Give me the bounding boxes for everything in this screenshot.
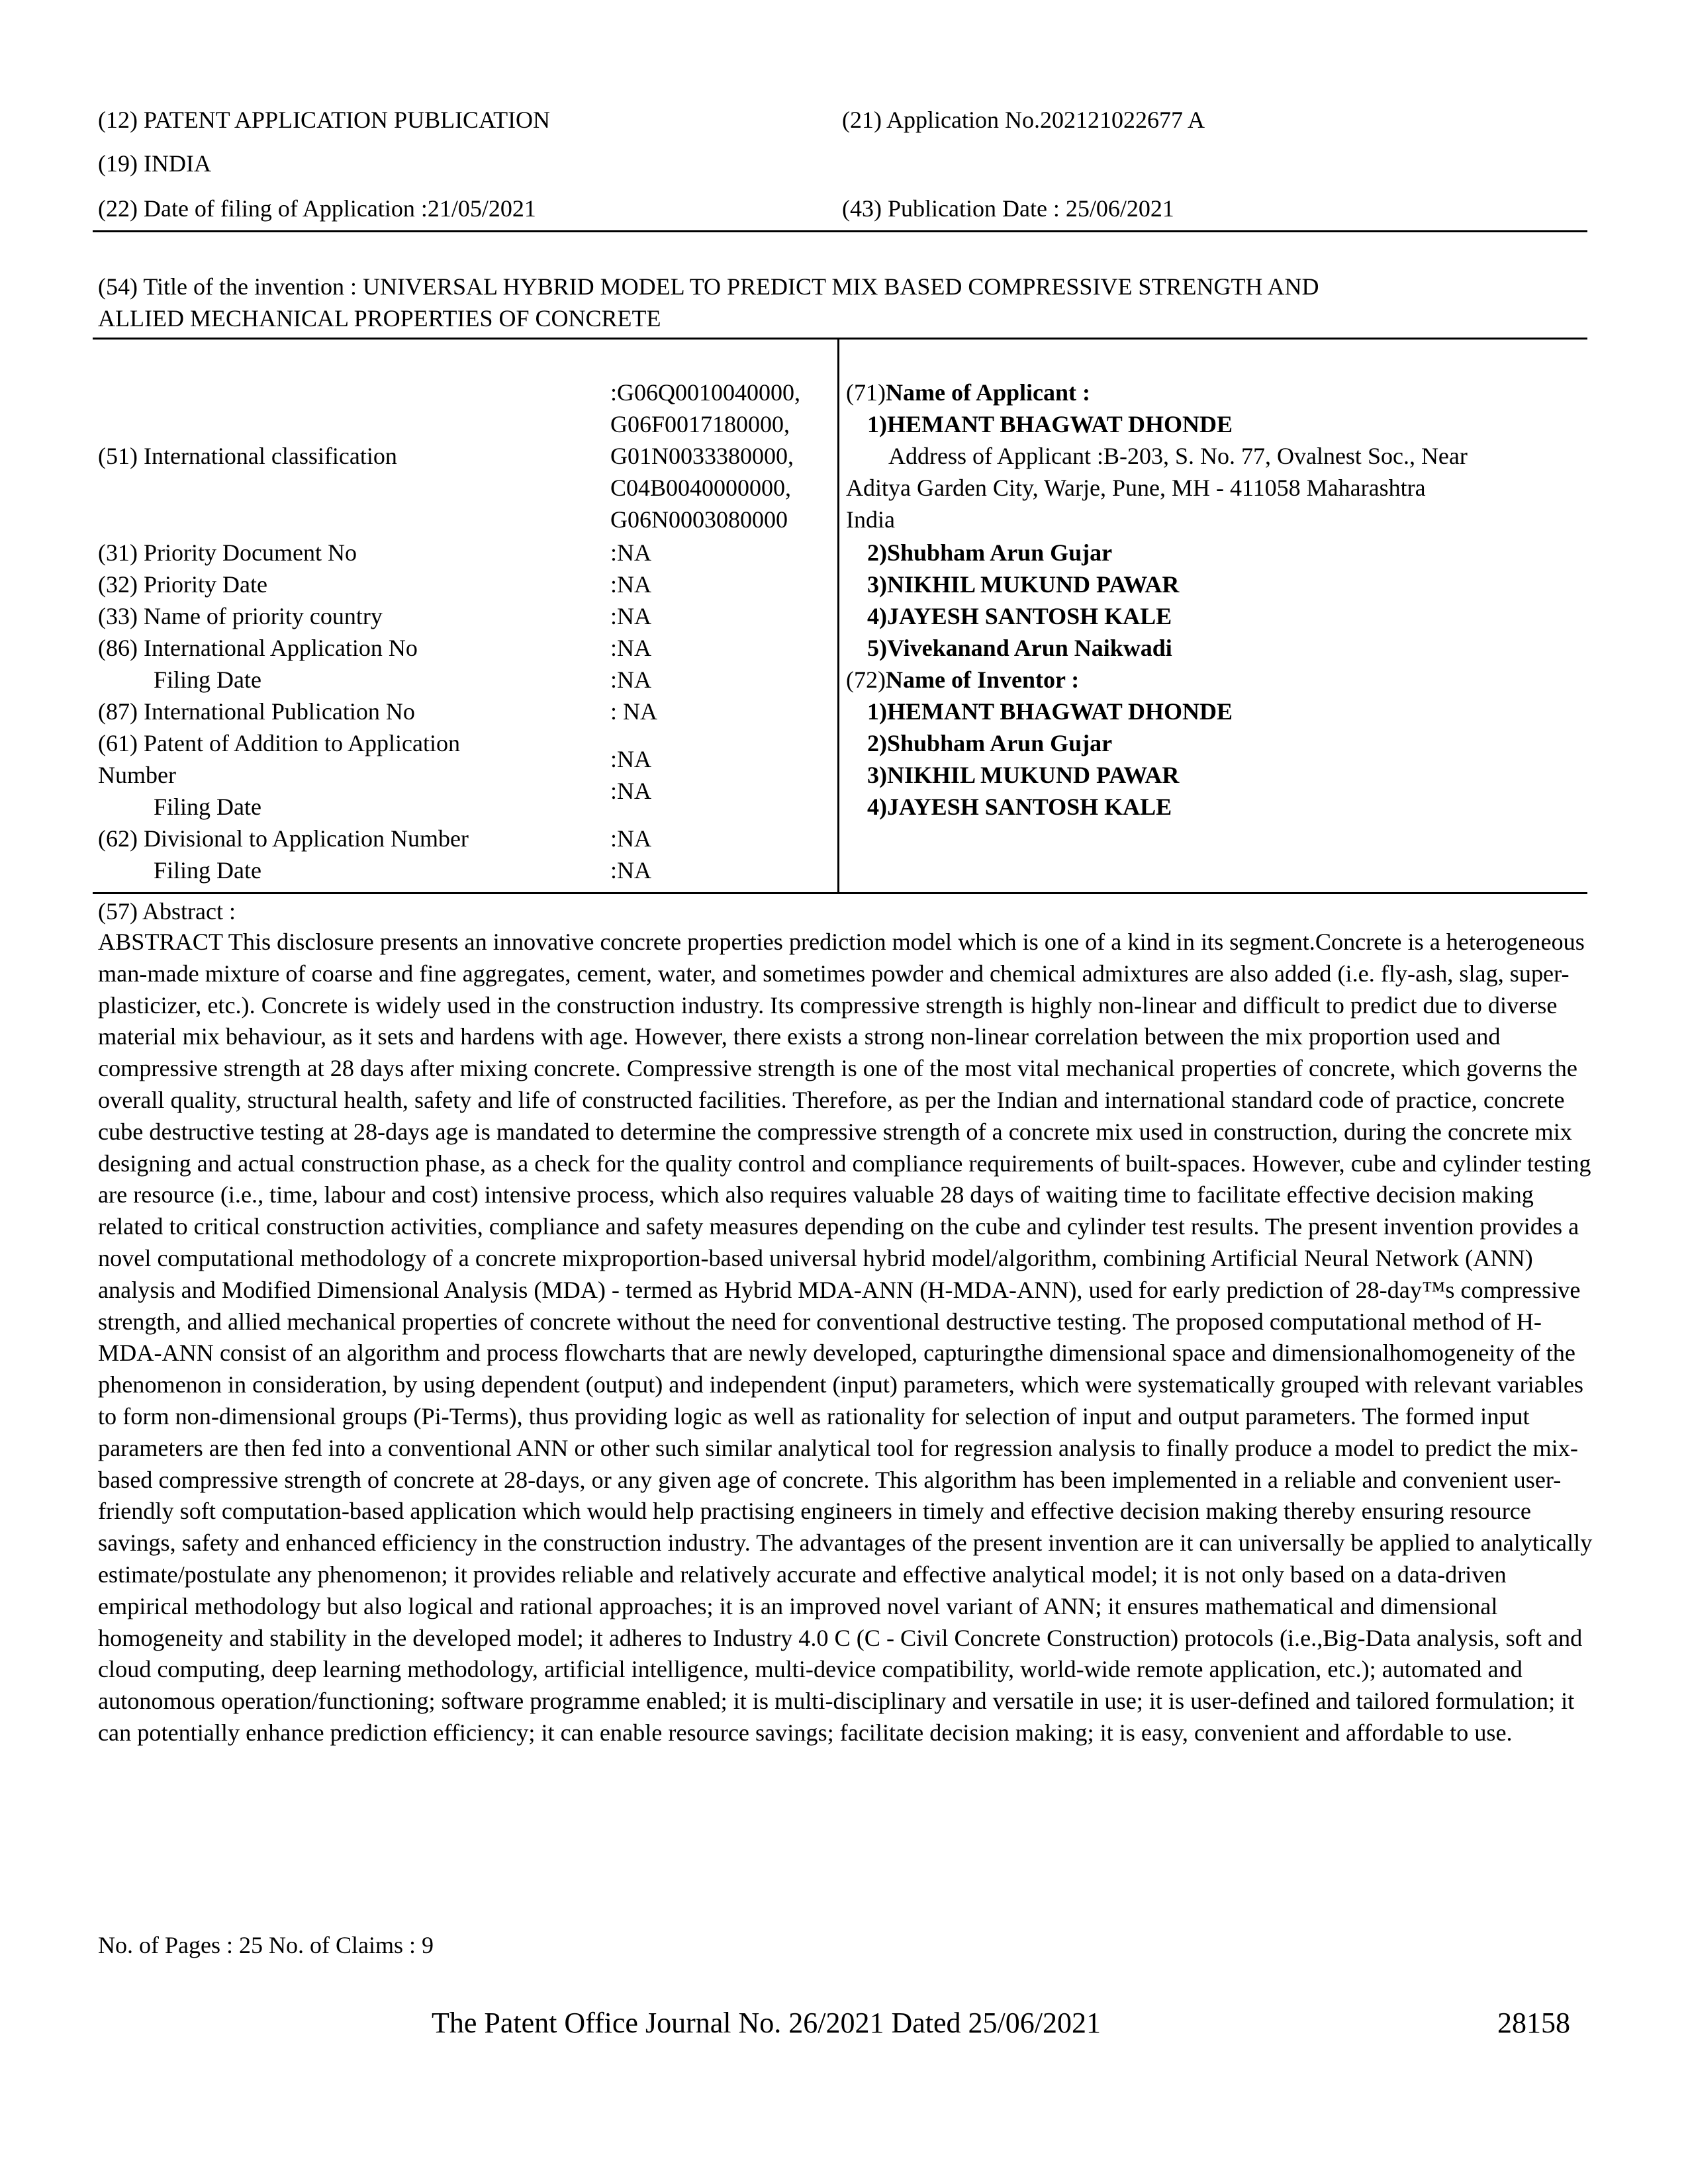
publication-type: (12) PATENT APPLICATION PUBLICATION (98, 107, 551, 133)
country: (19) INDIA (98, 150, 211, 177)
abstract-text: ABSTRACT This disclosure presents an innovative concrete properties prediction model which is one of a kind in its segment.Concrete is a heterogeneous man-made mixture of coarse and fine aggregates, cement, water, and sometimes powder and chemical admixtures are also added (i.e. fly-ash, slag, super-plasticizer, etc.). Concrete is widely used in the construction industry. Its compressive strength is highly non-linear and difficult to predict due to diverse material mix behaviour, as it sets and hardens with age. However, there exists a strong non-linear correlation between the mix proportion used and compressive strength at 28 days after mixing concrete. Compressive strength is one of the most vital mechanical properties of concrete, which governs the overall quality, structural health, safety and life of constructed facilities. Therefore, as per the Indian and international standard code of practice, concrete cube destructive testing at 28-days age is mandated to determine the compressive strength of a concrete mix used in construction, during the concrete mix designing and actual construction phase, as a check for the quality control and compliance requirements of built-spaces. However, cube and cylinder testing are resource (i.e., time, labour and cost) intensive process, which also requires valuable 28 days of waiting time to facilitate effective decision making related to critical construction activities, compliance and safety measures depending on the cube and cylinder test results. The present invention provides a novel computational methodology of a concrete mixproportion-based universal hybrid model/algorithm, combining Artificial Neural Network (ANN) analysis and Modified Dimensional Analysis (MDA) - termed as Hybrid MDA-ANN (H-MDA-ANN), used for early prediction of 28-day™s compressive strength, and allied mechanical properties of concrete without the need for conventional destructive testing. The proposed computational method of H-MDA-ANN consist of an algorithm and process flowcharts that are newly developed, capturingthe dimensional space and dimensionalhomogeneity of the phenomenon in consideration, by using dependent (output) and independent (input) parameters, which were systematically grouped with relevant variables to form non-dimensional groups (Pi-Terms), thus providing logic as well as rationality for selection of input and output parameters. The formed input parameters are then fed into a conventional ANN or other such similar analytical tool for regression analysis to finally produce a model to predict the mix-based compressive strength of concrete at 28-days, or any given age of concrete. This algorithm has been implemented in a reliable and convenient user-friendly soft computation-based application which would help practising engineers in timely and effective decision making thereby ensuring resource savings, safety and enhanced efficiency in the construction industry. The advantages of the present invention are it can universally be applied to analytically estimate/postulate any phenomenon; it provides reliable and relatively accurate and effective analytical model; it is not only based on a data-driven empirical methodology but also logical and rational approaches; it is an improved novel variant of ANN; it ensures mathematical and dimensional homogeneity and stability in the developed model; it adheres to Industry 4.0 C (C - Civil Concrete Construction) protocols (i.e.,Big-Data analysis, soft and cloud computing, deep learning methodology, artificial intelligence, multi-device compatibility, world-wide remote application, etc.); automated and autonomous operation/functioning; software programme enabled; it is multi-disciplinary and versatile in use; it is user-defined and tailored formulation; it can potentially enhance prediction efficiency; it can enable resource savings; facilitate decision making; it is easy, convenient and affordable to use. (98, 929, 1593, 1746)
patent-addition-label: (61) Patent of Addition to Application (98, 730, 460, 756)
intl-filing-date-value: :NA (610, 666, 651, 693)
applicant-heading-label: Name of Applicant : (885, 379, 1090, 406)
applicant-heading (846, 377, 1090, 408)
intl-classification-label: (51) International classification (98, 443, 397, 469)
divisional-label: (62) Divisional to Application Number (98, 825, 469, 852)
applicant-heading-prefix: (71) (846, 379, 886, 406)
patent-addition-label-cont: Number (98, 762, 176, 788)
intl-application-value: :NA (610, 635, 651, 661)
applicant-item: 5)Vivekanand Arun Naikwadi (867, 635, 1172, 661)
journal-footer: The Patent Office Journal No. 26/2021 Dated 25/06/2021 (432, 2007, 1101, 2039)
column-divider (837, 338, 839, 892)
invention-title-line2: ALLIED MECHANICAL PROPERTIES OF CONCRETE (98, 305, 661, 332)
classification-code: G06F0017180000, (610, 411, 790, 437)
divisional-filing-label: Filing Date (154, 857, 261, 884)
intl-filing-date-label: Filing Date (154, 666, 261, 693)
inventor-item: 3)NIKHIL MUKUND PAWAR (867, 762, 1180, 788)
applicant-address-line1: Address of Applicant :B-203, S. No. 77, Ovalnest Soc., Near (888, 443, 1468, 469)
priority-country-label: (33) Name of priority country (98, 603, 383, 629)
divider-title (93, 338, 1587, 340)
applicant-address-line3: India (846, 506, 895, 533)
intl-publication-label: (87) International Publication No (98, 698, 415, 725)
intl-publication-value: : NA (610, 698, 657, 725)
priority-date-value: :NA (610, 571, 651, 598)
patent-addition-filing-label: Filing Date (154, 794, 261, 820)
divisional-value: :NA (610, 825, 651, 852)
classification-code: G06N0003080000 (610, 506, 788, 533)
classification-code: C04B0040000000, (610, 475, 792, 501)
abstract-heading: (57) Abstract : (98, 898, 236, 925)
inventor-item: 4)JAYESH SANTOSH KALE (867, 794, 1172, 820)
divisional-filing-value: :NA (610, 857, 651, 884)
classification-code: :G06Q0010040000, (610, 379, 800, 406)
application-number: (21) Application No.202121022677 A (842, 107, 1205, 133)
pages-claims: No. of Pages : 25 No. of Claims : 9 (98, 1932, 434, 1958)
inventor-item: 1)HEMANT BHAGWAT DHONDE (867, 698, 1233, 725)
priority-document-value: :NA (610, 539, 651, 566)
applicant-item: 2)Shubham Arun Gujar (867, 539, 1113, 566)
applicant-item: 3)NIKHIL MUKUND PAWAR (867, 571, 1180, 598)
applicant-item: 4)JAYESH SANTOSH KALE (867, 603, 1172, 629)
invention-title-line1: (54) Title of the invention : UNIVERSAL HYBRID MODEL TO PREDICT MIX BASED COMPRESSIVE STRENGTH AND (98, 273, 1319, 300)
patent-addition-filing-value: :NA (610, 778, 651, 804)
intl-application-label: (86) International Application No (98, 635, 418, 661)
priority-country-value: :NA (610, 603, 651, 629)
divider-table (93, 892, 1587, 894)
divider-header (93, 230, 1587, 232)
priority-date-label: (32) Priority Date (98, 571, 267, 598)
inventor-heading (846, 664, 1079, 696)
applicant-1: 1)HEMANT BHAGWAT DHONDE (867, 411, 1233, 437)
inventor-heading-prefix: (72) (846, 666, 886, 693)
applicant-address-line2: Aditya Garden City, Warje, Pune, MH - 411058 Maharashtra (846, 475, 1426, 501)
inventor-item: 2)Shubham Arun Gujar (867, 730, 1113, 756)
page-number: 28158 (1497, 2007, 1570, 2039)
inventor-heading-label: Name of Inventor : (885, 666, 1080, 693)
classification-code: G01N0033380000, (610, 443, 794, 469)
filing-date: (22) Date of filing of Application :21/05/2021 (98, 195, 536, 222)
priority-document-label: (31) Priority Document No (98, 539, 357, 566)
publication-date: (43) Publication Date : 25/06/2021 (842, 195, 1174, 222)
patent-addition-value: :NA (610, 746, 651, 772)
